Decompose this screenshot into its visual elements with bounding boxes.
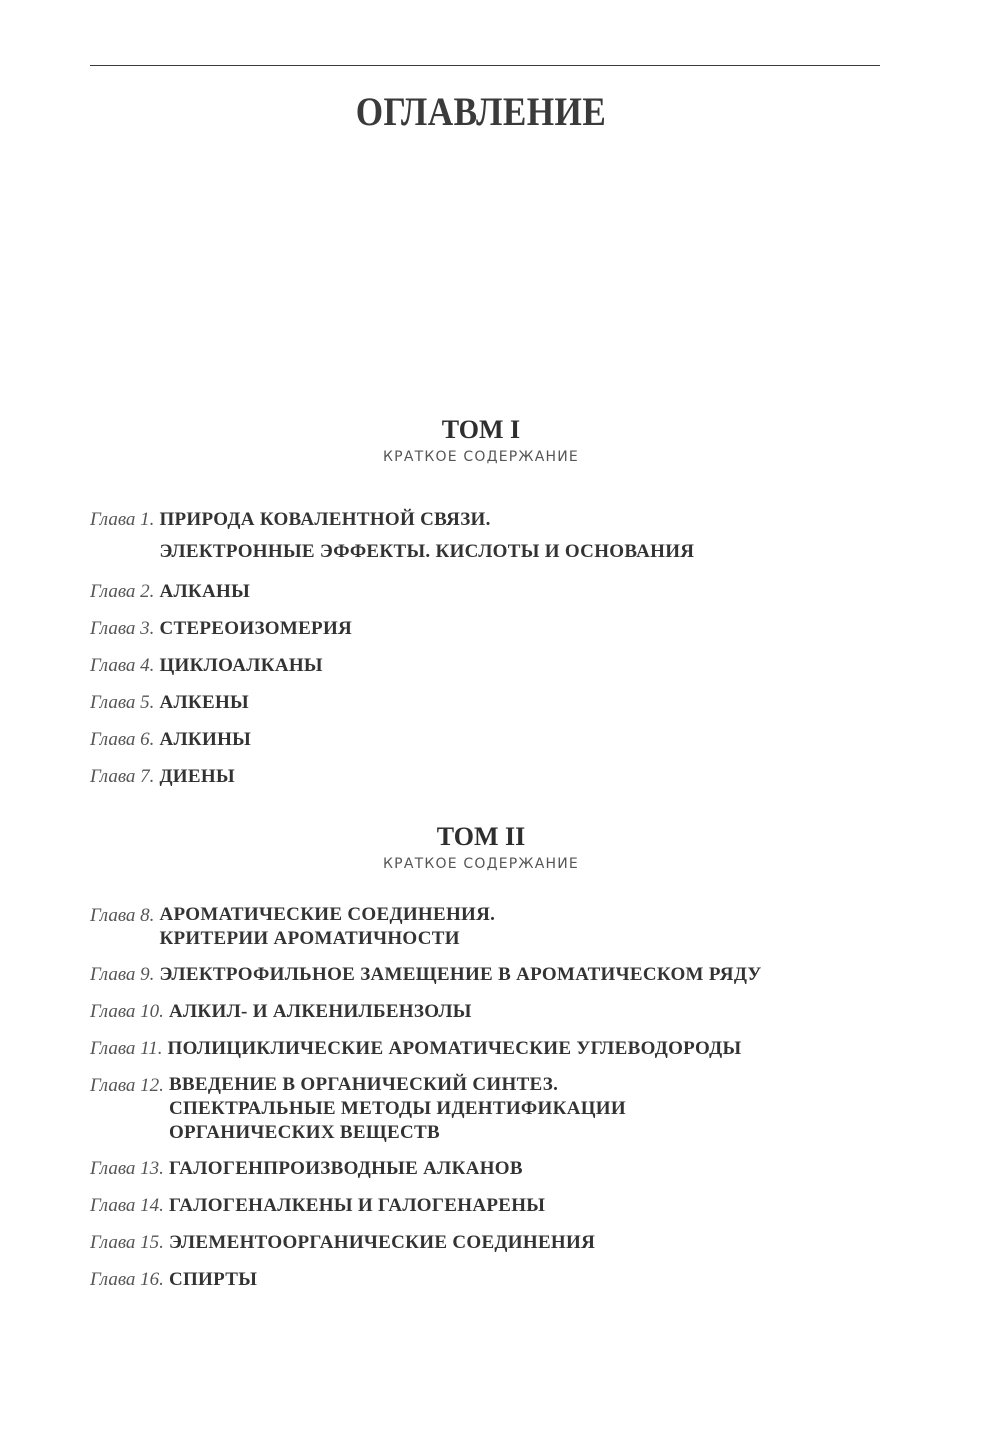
chapter-label: Глава 1.	[90, 509, 155, 530]
chapter-title: ГАЛОГЕНПРОИЗВОДНЫЕ АЛКАНОВ	[168, 1158, 523, 1179]
chapter-label: Глава 13.	[90, 1158, 164, 1179]
chapter-entry[interactable]	[90, 653, 870, 679]
chapter-title: ПОЛИЦИКЛИЧЕСКИЕ АРОМАТИЧЕСКИЕ УГЛЕВОДОРОДЫ	[167, 1038, 742, 1059]
chapter-label: Глава 5.	[90, 692, 155, 713]
volume-1-heading	[0, 415, 962, 468]
chapter-title: АРОМАТИЧЕСКИЕ СОЕДИНЕНИЯ. КРИТЕРИИ АРОМАТИЧНОСТИ	[159, 904, 496, 949]
chapter-entry[interactable]	[90, 962, 870, 988]
top-rule	[90, 65, 880, 66]
chapter-label: Глава 4.	[90, 655, 155, 676]
chapter-title: ЦИКЛОАЛКАНЫ	[159, 655, 323, 676]
chapter-entry[interactable]	[90, 507, 870, 568]
chapter-title: ДИЕНЫ	[159, 766, 235, 787]
chapter-label: Глава 2.	[90, 581, 155, 602]
volume-2-chapter-list	[90, 903, 870, 1304]
chapter-label: Глава 16.	[90, 1269, 164, 1290]
chapter-entry[interactable]	[90, 999, 870, 1025]
chapter-title: АЛКАНЫ	[159, 581, 251, 602]
chapter-entry[interactable]	[90, 903, 870, 951]
chapter-entry[interactable]	[90, 579, 870, 605]
volume-2-title: ТОМ II	[436, 822, 526, 851]
volume-2-subtitle: КРАТКОЕ СОДЕРЖАНИЕ	[383, 856, 579, 872]
volume-2-heading	[0, 822, 962, 875]
chapter-label: Глава 12.	[90, 1075, 164, 1096]
chapter-label: Глава 11.	[90, 1038, 163, 1059]
chapter-entry[interactable]	[90, 764, 870, 790]
chapter-label: Глава 7.	[90, 766, 155, 787]
volume-1-subtitle: КРАТКОЕ СОДЕРЖАНИЕ	[383, 449, 579, 465]
chapter-entry[interactable]	[90, 1156, 870, 1182]
chapter-title: ВВЕДЕНИЕ В ОРГАНИЧЕСКИЙ СИНТЕЗ. СПЕКТРАЛЬНЫЕ МЕТОДЫ ИДЕНТИФИКАЦИИ ОРГАНИЧЕСКИХ ВЕЩЕСТВ	[168, 1074, 626, 1143]
chapter-entry[interactable]	[90, 1193, 870, 1219]
chapter-label: Глава 6.	[90, 729, 155, 750]
volume-1-chapter-list	[90, 507, 870, 801]
chapter-title: АЛКИЛ- И АЛКЕНИЛБЕНЗОЛЫ	[168, 1001, 472, 1022]
chapter-entry[interactable]	[90, 1230, 870, 1256]
chapter-label: Глава 14.	[90, 1195, 164, 1216]
chapter-title: СТЕРЕОИЗОМЕРИЯ	[159, 618, 353, 639]
chapter-label: Глава 8.	[90, 905, 155, 926]
chapter-title: АЛКИНЫ	[159, 729, 252, 750]
chapter-label: Глава 15.	[90, 1232, 164, 1253]
chapter-entry[interactable]	[90, 727, 870, 753]
volume-1-title: ТОМ I	[441, 415, 521, 444]
chapter-label: Глава 10.	[90, 1001, 164, 1022]
chapter-label: Глава 9.	[90, 964, 155, 985]
chapter-title: ЭЛЕМЕНТООРГАНИЧЕСКИЕ СОЕДИНЕНИЯ	[168, 1232, 596, 1253]
chapter-entry[interactable]	[90, 616, 870, 642]
page-title: ОГЛАВЛЕНИЕ	[355, 89, 607, 134]
chapter-title: АЛКЕНЫ	[159, 692, 250, 713]
chapter-title: СПИРТЫ	[168, 1269, 258, 1290]
chapter-label: Глава 3.	[90, 618, 155, 639]
chapter-entry[interactable]	[90, 690, 870, 716]
chapter-title: ЭЛЕКТРОФИЛЬНОЕ ЗАМЕЩЕНИЕ В АРОМАТИЧЕСКОМ РЯДУ	[159, 964, 762, 985]
chapter-title: ГАЛОГЕНАЛКЕНЫ И ГАЛОГЕНАРЕНЫ	[168, 1195, 546, 1216]
chapter-entry[interactable]	[90, 1036, 870, 1062]
chapter-entry[interactable]	[90, 1267, 870, 1293]
chapter-entry[interactable]	[90, 1073, 870, 1145]
chapter-title: ПРИРОДА КОВАЛЕНТНОЙ СВЯЗИ. ЭЛЕКТРОННЫЕ ЭФФЕКТЫ. КИСЛОТЫ И ОСНОВАНИЯ	[159, 509, 695, 562]
